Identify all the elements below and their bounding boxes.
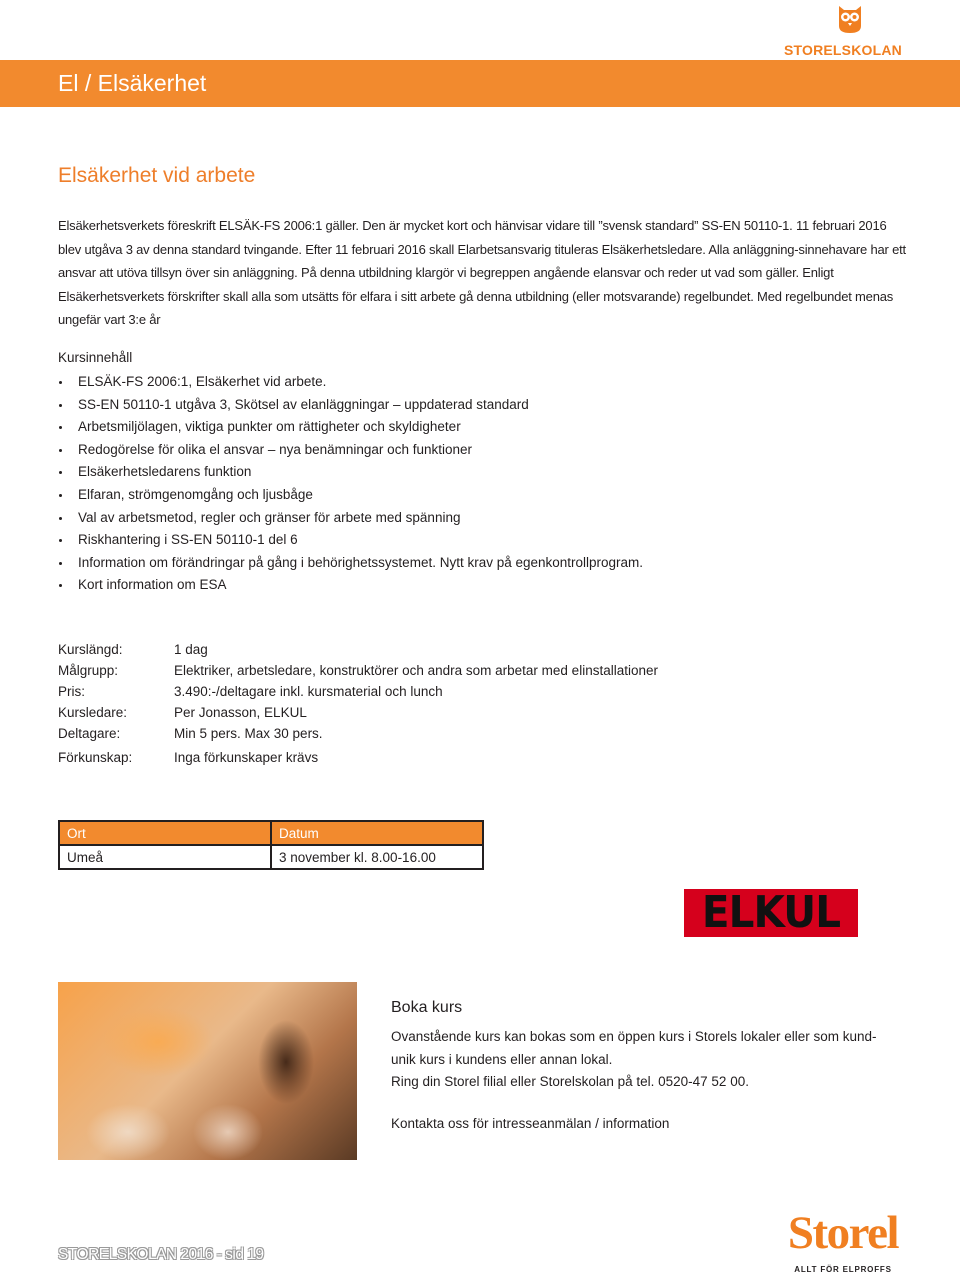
list-item: Arbetsmiljölagen, viktiga punkter om rättigheter och skyldigheter <box>58 416 643 439</box>
booking-box <box>58 982 908 1160</box>
page-title: El / Elsäkerhet <box>58 70 207 96</box>
info-label: Kursledare: <box>58 705 128 720</box>
storelskolan-logo-text: STORELSKOLAN <box>783 42 902 58</box>
booking-text <box>391 1026 881 1094</box>
booking-panel <box>357 982 908 1160</box>
table-row <box>59 845 483 869</box>
info-row-instructor <box>58 702 658 723</box>
info-value: Min 5 pers. Max 30 pers. <box>174 726 323 741</box>
table-header-row <box>59 821 483 845</box>
cell-location: Umeå <box>59 845 271 869</box>
info-label: Målgrupp: <box>58 663 119 678</box>
list-item: Information om förändringar på gång i behörighetssystemet. Nytt krav på egenkontrollprogram. <box>58 552 643 575</box>
info-row-price <box>58 681 658 702</box>
classroom-photo <box>58 982 357 1160</box>
list-item: Elsäkerhetsledarens funktion <box>58 461 643 484</box>
cell-date: 3 november kl. 8.00-16.00 <box>271 845 483 869</box>
storel-logo <box>780 1207 906 1276</box>
info-label: Förkunskap: <box>58 750 133 765</box>
booking-phone: Ring din Storel filial eller Storelskolan på tel. 0520-47 52 00. <box>391 1074 749 1089</box>
header-bar <box>0 60 960 107</box>
info-label: Deltagare: <box>58 726 121 741</box>
list-item: ELSÄK-FS 2006:1, Elsäkerhet vid arbete. <box>58 371 643 394</box>
schedule-table <box>58 820 484 870</box>
info-value: Elektriker, arbetsledare, konstruktörer och andra som arbetar med elinstallationer <box>174 663 658 678</box>
course-title: Elsäkerhet vid arbete <box>58 164 256 187</box>
list-item: Val av arbetsmetod, regler och gränser för arbete med spänning <box>58 507 643 530</box>
info-label: Pris: <box>58 684 85 699</box>
info-value: Inga förkunskaper krävs <box>174 750 319 765</box>
info-label: Kurslängd: <box>58 642 123 657</box>
booking-description: Ovanstående kurs kan bokas som en öppen kurs i Storels lokaler eller som kund-unik kurs i kundens eller annan lokal. <box>391 1029 877 1067</box>
list-item: Elfaran, strömgenomgång och ljusbåge <box>58 484 643 507</box>
list-item: Redogörelse för olika el ansvar – nya benämningar och funktioner <box>58 439 643 462</box>
elkul-logo-text: ELKUL <box>701 887 841 938</box>
course-content-heading: Kursinnehåll <box>58 350 133 365</box>
list-item: Kort information om ESA <box>58 574 643 597</box>
info-value: Per Jonasson, ELKUL <box>174 705 307 720</box>
info-row-length <box>58 639 658 660</box>
course-intro: Elsäkerhetsverkets föreskrift ELSÄK-FS 2006:1 gäller. Den är mycket kort och hänvisar vidare till ”svensk standard” SS-EN 50110-1. 11 februari 2016 blev utgåva 3 av denna standard tvingande. Efter 11 februari 2016 skall Elarbetsansvarig tituleras Elsäkerhetsledare. Alla anläggning-sinnehavare har ett ansvar att utöva tillsyn över sin anläggning. På denna utbildning klargör vi begreppen angående elansvar och reder ut vad som gäller. Enligt Elsäkerhetsverkets förskrifter skall alla som utsätts för elfara i sitt arbete gå denna utbildning (eller motsvarande) regelbundet. Med regelbundet menas ungefär vart 3:e år <box>58 218 906 327</box>
booking-contact: Kontakta oss för intresseanmälan / information <box>391 1116 670 1131</box>
owl-icon <box>836 4 864 34</box>
course-content-list <box>58 371 643 597</box>
list-item: SS-EN 50110-1 utgåva 3, Skötsel av elanläggningar – uppdaterad standard <box>58 394 643 417</box>
booking-title: Boka kurs <box>391 999 463 1016</box>
column-header-location: Ort <box>59 821 271 845</box>
info-value: 1 dag <box>174 642 208 657</box>
storel-tagline: ALLT FÖR ELPROFFS <box>794 1265 892 1274</box>
info-value: 3.490:-/deltagare inkl. kursmaterial och lunch <box>174 684 443 699</box>
info-row-participants <box>58 723 658 744</box>
storel-logo-text: Storel <box>787 1207 899 1259</box>
column-header-date: Datum <box>271 821 483 845</box>
page-footer: STORELSKOLAN 2016 - sid 19 <box>58 1246 264 1263</box>
elkul-logo <box>684 889 858 937</box>
storelskolan-logo <box>783 4 902 58</box>
info-row-prerequisites <box>58 747 658 768</box>
list-item: Riskhantering i SS-EN 50110-1 del 6 <box>58 529 643 552</box>
info-row-audience <box>58 660 658 681</box>
course-info <box>58 639 658 768</box>
